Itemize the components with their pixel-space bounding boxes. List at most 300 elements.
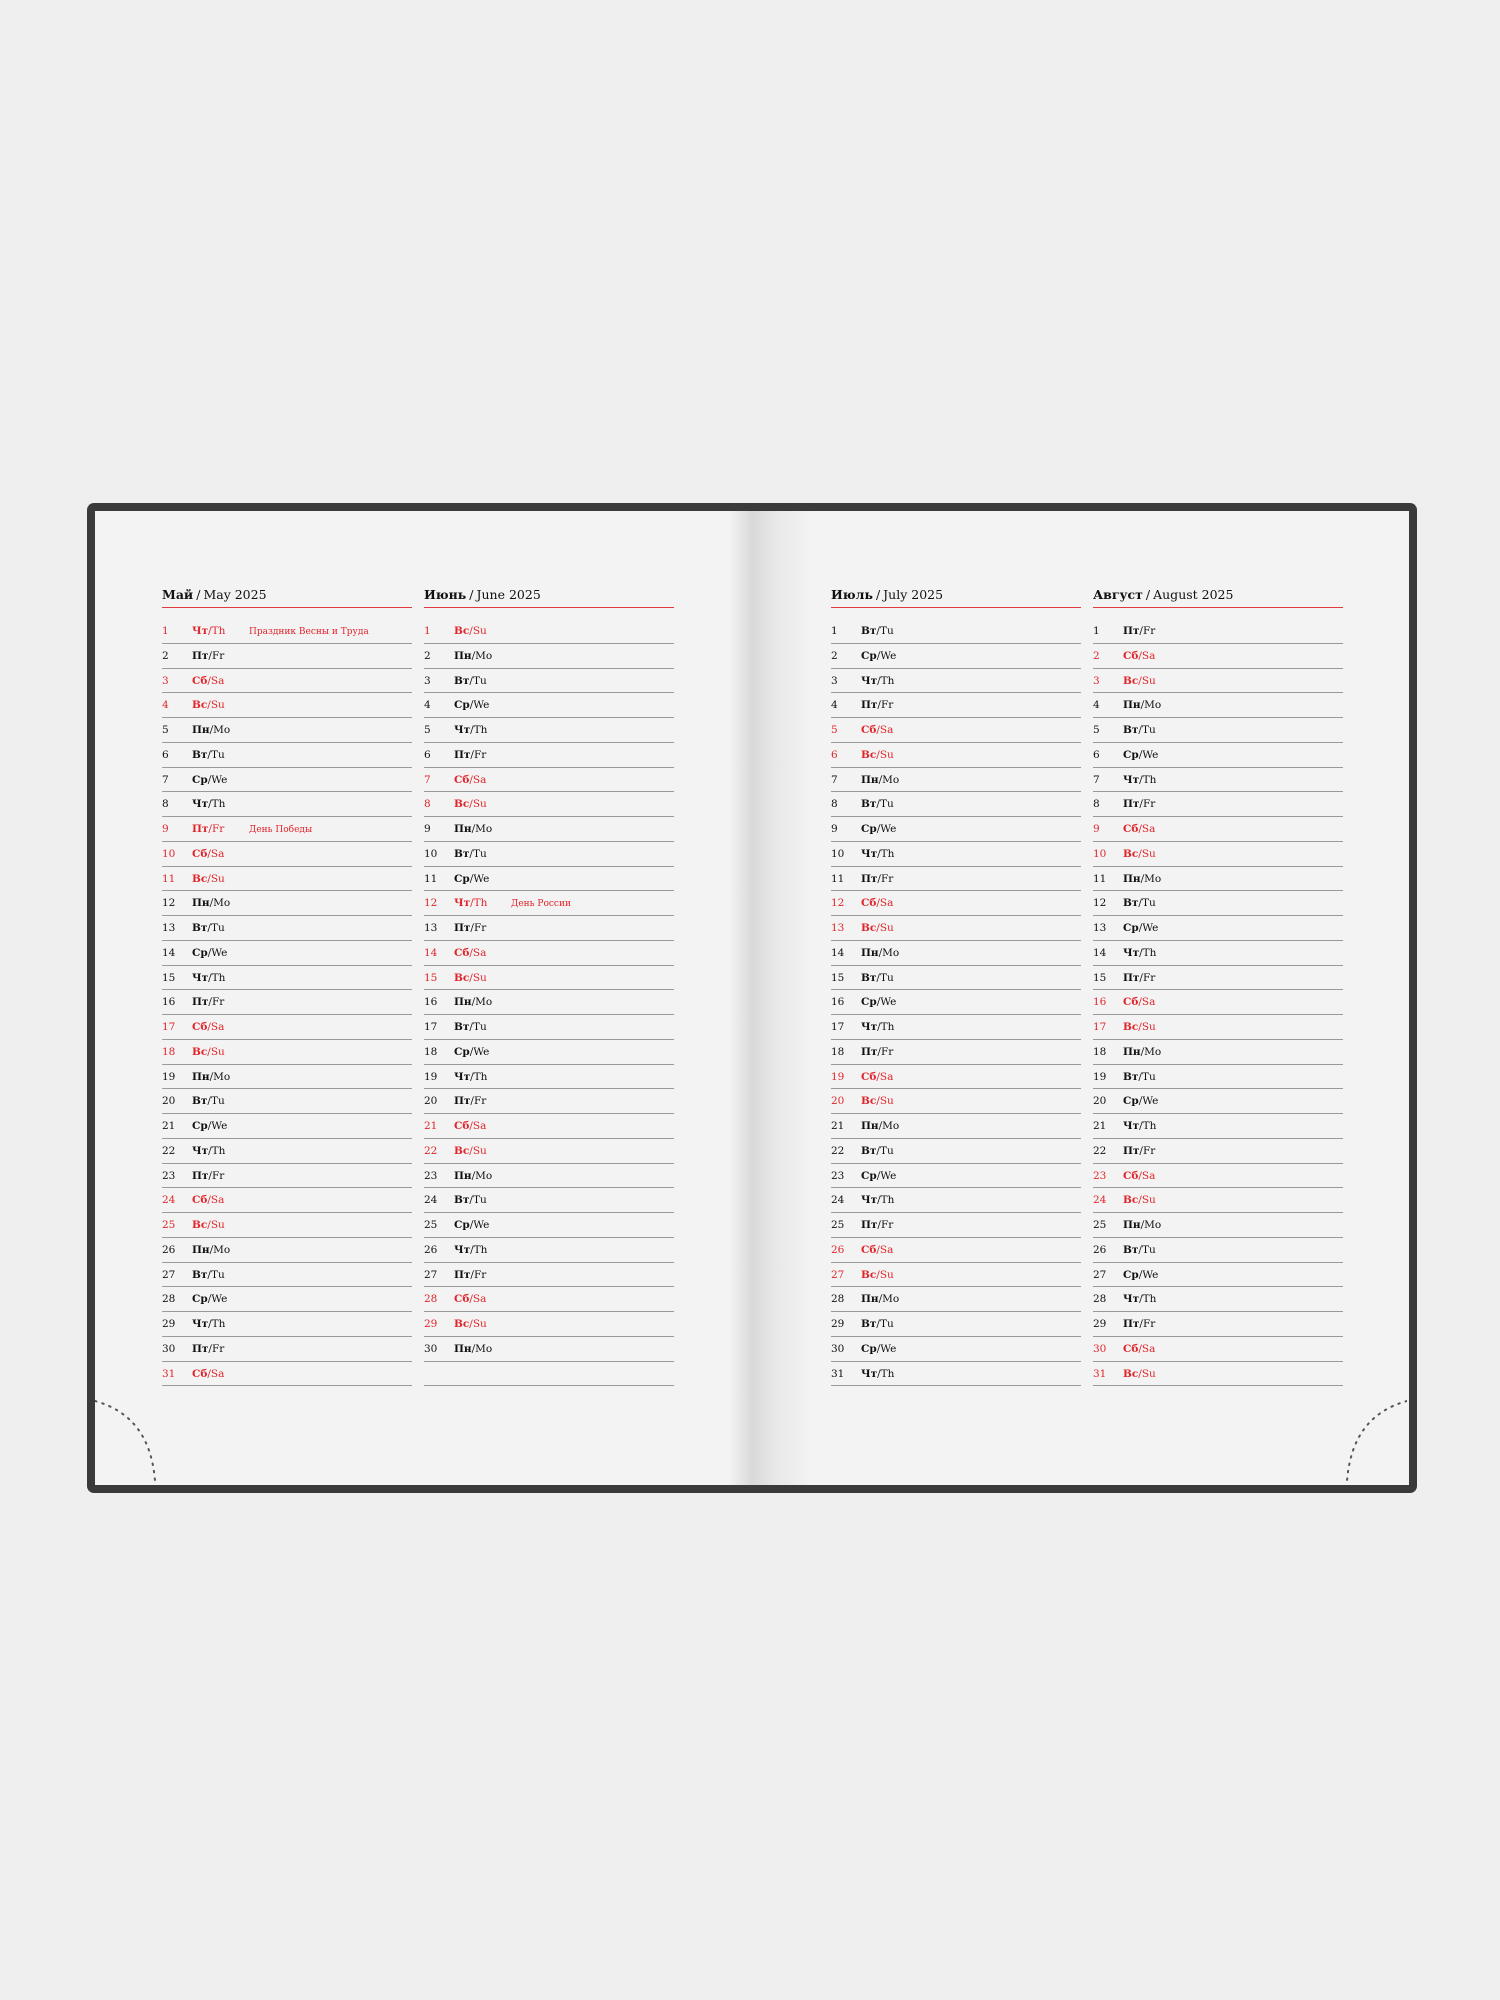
weekday-ru: Пт bbox=[1123, 625, 1140, 637]
weekday-ru: Ср bbox=[454, 872, 470, 885]
day-row bbox=[424, 1238, 674, 1263]
weekday-en: Th bbox=[211, 625, 226, 637]
weekday-ru: Вс bbox=[454, 625, 470, 637]
weekday-en: Mo bbox=[475, 996, 493, 1009]
weekday-en: Su bbox=[472, 625, 487, 637]
weekday-ru: Пн bbox=[1123, 1219, 1141, 1231]
day-row bbox=[424, 1337, 674, 1362]
day-number: 12 bbox=[1093, 897, 1107, 910]
weekday: Вт/Tu bbox=[1123, 897, 1156, 910]
weekday-ru: Вт bbox=[454, 674, 470, 687]
weekday-en: Sa bbox=[210, 674, 225, 687]
weekday-ru: Пн bbox=[454, 649, 472, 662]
weekday: Вс/Su bbox=[192, 699, 225, 712]
day-number: 13 bbox=[162, 922, 176, 934]
day-row bbox=[162, 1040, 412, 1065]
weekday-en: We bbox=[880, 1342, 897, 1355]
weekday: Вт/Tu bbox=[454, 674, 487, 687]
weekday-en: Fr bbox=[880, 699, 894, 712]
day-row bbox=[831, 1139, 1081, 1164]
weekday-en: Sa bbox=[210, 847, 225, 860]
day-number: 15 bbox=[424, 971, 438, 984]
weekday-en: Su bbox=[1141, 674, 1156, 687]
weekday: Пт/Fr bbox=[1123, 625, 1156, 637]
weekday-en: Fr bbox=[1142, 1144, 1156, 1157]
day-number: 17 bbox=[1093, 1021, 1107, 1033]
weekday: Чт/Th bbox=[454, 897, 488, 910]
weekday: Вт/Tu bbox=[192, 1268, 225, 1281]
day-number: 21 bbox=[831, 1120, 845, 1132]
day-row bbox=[831, 619, 1081, 644]
weekday: Сб/Sa bbox=[861, 1070, 894, 1083]
weekday-en: Th bbox=[473, 897, 488, 910]
weekday-en: Su bbox=[472, 1318, 487, 1330]
weekday: Вс/Su bbox=[861, 1268, 894, 1281]
weekday: Вс/Su bbox=[861, 1095, 894, 1108]
day-number: 7 bbox=[424, 773, 431, 786]
day-row bbox=[831, 792, 1081, 817]
month-heading: Июнь / June 2025 bbox=[424, 586, 674, 608]
day-row bbox=[1093, 916, 1343, 941]
weekday-ru: Пт bbox=[192, 1342, 209, 1355]
weekday-en: Th bbox=[211, 1318, 226, 1330]
day-row bbox=[1093, 1263, 1343, 1288]
day-list bbox=[1093, 619, 1343, 1386]
weekday-ru: Пн bbox=[192, 897, 210, 910]
weekday-en: Fr bbox=[1142, 798, 1156, 811]
day-row bbox=[424, 891, 674, 916]
weekday: Пт/Fr bbox=[454, 1268, 487, 1281]
weekday-en: Su bbox=[879, 1268, 894, 1281]
day-row bbox=[162, 1238, 412, 1263]
day-row bbox=[831, 891, 1081, 916]
day-number: 11 bbox=[424, 872, 438, 885]
weekday-en: Su bbox=[879, 748, 894, 761]
day-row bbox=[162, 693, 412, 718]
weekday-en: Mo bbox=[1144, 872, 1162, 885]
weekday-ru: Чт bbox=[861, 674, 878, 687]
day-number: 5 bbox=[424, 724, 431, 736]
weekday-ru: Вт bbox=[1123, 724, 1139, 736]
day-row bbox=[831, 1065, 1081, 1090]
day-number: 5 bbox=[1093, 724, 1100, 736]
weekday-ru: Вт bbox=[1123, 897, 1139, 910]
weekday: Сб/Sa bbox=[1123, 823, 1156, 835]
day-number: 27 bbox=[1093, 1268, 1107, 1281]
weekday-ru: Пн bbox=[454, 1169, 472, 1182]
weekday-en: Mo bbox=[475, 823, 493, 835]
day-number: 13 bbox=[1093, 922, 1107, 934]
weekday: Ср/We bbox=[861, 649, 897, 662]
day-row bbox=[424, 1065, 674, 1090]
weekday: Пн/Mo bbox=[454, 823, 493, 835]
weekday-ru: Вс bbox=[1123, 1194, 1139, 1207]
day-number: 3 bbox=[831, 674, 838, 687]
day-row bbox=[1093, 1015, 1343, 1040]
weekday-en: Sa bbox=[879, 724, 894, 736]
day-row bbox=[162, 966, 412, 991]
day-number: 14 bbox=[831, 946, 845, 959]
weekday: Сб/Sa bbox=[192, 674, 225, 687]
weekday: Вс/Su bbox=[454, 625, 487, 637]
day-row bbox=[1093, 1213, 1343, 1238]
day-number: 3 bbox=[162, 674, 169, 687]
weekday-ru: Чт bbox=[1123, 946, 1140, 959]
weekday-ru: Пн bbox=[454, 823, 472, 835]
weekday: Вт/Tu bbox=[454, 1021, 487, 1033]
day-row bbox=[831, 1188, 1081, 1213]
weekday-ru: Вт bbox=[454, 1021, 470, 1033]
day-row bbox=[1093, 644, 1343, 669]
day-row bbox=[831, 644, 1081, 669]
weekday-en: Tu bbox=[472, 674, 487, 687]
weekday-ru: Чт bbox=[454, 1070, 471, 1083]
weekday-en: Fr bbox=[880, 1045, 894, 1058]
day-number: 14 bbox=[162, 946, 176, 959]
weekday: Вс/Su bbox=[1123, 1194, 1156, 1207]
day-number: 19 bbox=[424, 1070, 438, 1083]
day-row bbox=[424, 792, 674, 817]
weekday-en: Fr bbox=[211, 1169, 225, 1182]
weekday: Чт/Th bbox=[454, 724, 488, 736]
weekday: Сб/Sa bbox=[192, 1021, 225, 1033]
day-row bbox=[162, 718, 412, 743]
weekday: Пт/Fr bbox=[1123, 798, 1156, 811]
day-row bbox=[1093, 1089, 1343, 1114]
weekday-ru: Вс bbox=[454, 1144, 470, 1157]
weekday-en: Mo bbox=[882, 773, 900, 786]
weekday-en: Mo bbox=[1144, 699, 1162, 712]
day-number: 29 bbox=[831, 1318, 845, 1330]
weekday-en: Sa bbox=[472, 1120, 487, 1132]
weekday: Вс/Su bbox=[861, 748, 894, 761]
day-row bbox=[424, 1312, 674, 1337]
day-number: 7 bbox=[162, 773, 169, 786]
day-number: 15 bbox=[162, 971, 176, 984]
day-row bbox=[424, 990, 674, 1015]
weekday-en: Fr bbox=[211, 1342, 225, 1355]
weekday: Ср/We bbox=[861, 1169, 897, 1182]
month-name-ru: Май bbox=[162, 587, 194, 602]
day-list bbox=[831, 619, 1081, 1386]
weekday-ru: Сб bbox=[861, 724, 877, 736]
day-row bbox=[831, 990, 1081, 1015]
day-number: 26 bbox=[831, 1243, 845, 1256]
weekday-ru: Вс bbox=[454, 971, 470, 984]
weekday-ru: Ср bbox=[192, 1293, 208, 1306]
weekday: Пт/Fr bbox=[861, 1045, 894, 1058]
empty-row bbox=[424, 1362, 674, 1387]
day-number: 24 bbox=[1093, 1194, 1107, 1207]
weekday-en: Th bbox=[473, 724, 488, 736]
weekday: Пн/Mo bbox=[454, 1169, 493, 1182]
day-row bbox=[831, 1089, 1081, 1114]
day-number: 29 bbox=[162, 1318, 176, 1330]
day-row bbox=[831, 718, 1081, 743]
weekday-en: Su bbox=[472, 971, 487, 984]
weekday: Пн/Mo bbox=[454, 1342, 493, 1355]
day-number: 2 bbox=[831, 649, 838, 662]
day-row bbox=[1093, 1287, 1343, 1312]
weekday: Вт/Tu bbox=[861, 625, 894, 637]
weekday-ru: Вт bbox=[192, 922, 208, 934]
day-row bbox=[1093, 1362, 1343, 1387]
weekday-ru: Ср bbox=[1123, 922, 1139, 934]
weekday: Вт/Tu bbox=[1123, 1070, 1156, 1083]
day-row bbox=[424, 1263, 674, 1288]
weekday: Вт/Tu bbox=[861, 798, 894, 811]
weekday-ru: Пт bbox=[454, 1268, 471, 1281]
weekday-en: Fr bbox=[1142, 1318, 1156, 1330]
weekday-en: Su bbox=[472, 1144, 487, 1157]
day-row bbox=[162, 1114, 412, 1139]
weekday-ru: Сб bbox=[861, 1070, 877, 1083]
weekday-ru: Вс bbox=[861, 1268, 877, 1281]
day-row bbox=[1093, 669, 1343, 694]
day-number: 20 bbox=[424, 1095, 438, 1108]
weekday-ru: Пт bbox=[861, 699, 878, 712]
weekday-ru: Чт bbox=[861, 1367, 878, 1380]
weekday-ru: Вс bbox=[1123, 847, 1139, 860]
weekday: Пт/Fr bbox=[1123, 971, 1156, 984]
weekday-en: We bbox=[1142, 922, 1159, 934]
weekday-ru: Вт bbox=[454, 847, 470, 860]
weekday-en: Sa bbox=[210, 1367, 225, 1380]
weekday-ru: Пт bbox=[1123, 971, 1140, 984]
weekday-ru: Сб bbox=[1123, 996, 1139, 1009]
day-number: 1 bbox=[162, 625, 169, 637]
day-number: 13 bbox=[424, 922, 438, 934]
weekday: Ср/We bbox=[861, 996, 897, 1009]
day-number: 21 bbox=[1093, 1120, 1107, 1132]
weekday-ru: Пн bbox=[1123, 1045, 1141, 1058]
day-row bbox=[831, 1362, 1081, 1387]
weekday-en: Su bbox=[210, 1219, 225, 1231]
weekday-en: Mo bbox=[213, 1070, 231, 1083]
day-number: 18 bbox=[1093, 1045, 1107, 1058]
day-number: 10 bbox=[1093, 847, 1107, 860]
day-row bbox=[1093, 842, 1343, 867]
weekday: Чт/Th bbox=[861, 847, 895, 860]
weekday: Сб/Sa bbox=[454, 1293, 487, 1306]
weekday: Чт/Th bbox=[1123, 773, 1157, 786]
day-row bbox=[162, 1015, 412, 1040]
weekday: Ср/We bbox=[454, 699, 490, 712]
day-number: 18 bbox=[162, 1045, 176, 1058]
weekday-en: Tu bbox=[210, 1268, 225, 1281]
day-number: 3 bbox=[424, 674, 431, 687]
day-number: 8 bbox=[1093, 798, 1100, 811]
weekday: Вт/Tu bbox=[861, 1318, 894, 1330]
weekday-en: Mo bbox=[882, 1293, 900, 1306]
weekday-ru: Сб bbox=[1123, 1342, 1139, 1355]
weekday: Чт/Th bbox=[1123, 1120, 1157, 1132]
day-number: 4 bbox=[831, 699, 838, 712]
day-row bbox=[1093, 1238, 1343, 1263]
weekday-ru: Пт bbox=[454, 922, 471, 934]
weekday-en: Sa bbox=[472, 946, 487, 959]
weekday-ru: Пт bbox=[1123, 1144, 1140, 1157]
day-number: 29 bbox=[1093, 1318, 1107, 1330]
day-row bbox=[1093, 891, 1343, 916]
weekday-en: Sa bbox=[879, 897, 894, 910]
weekday-en: Tu bbox=[879, 1144, 894, 1157]
day-number: 16 bbox=[1093, 996, 1107, 1009]
day-row bbox=[1093, 743, 1343, 768]
weekday: Чт/Th bbox=[192, 798, 226, 811]
month-name-ru: Июль bbox=[831, 587, 873, 602]
weekday-en: Tu bbox=[1141, 1243, 1156, 1256]
day-number: 22 bbox=[1093, 1144, 1107, 1157]
weekday-ru: Сб bbox=[861, 1243, 877, 1256]
day-number: 29 bbox=[424, 1318, 438, 1330]
day-number: 25 bbox=[831, 1219, 845, 1231]
day-row bbox=[162, 1164, 412, 1189]
day-row bbox=[424, 619, 674, 644]
weekday-en: Tu bbox=[879, 625, 894, 637]
left-page bbox=[95, 511, 751, 1485]
weekday-en: Su bbox=[210, 699, 225, 712]
day-number: 24 bbox=[162, 1194, 176, 1207]
day-number: 16 bbox=[424, 996, 438, 1009]
weekday-ru: Сб bbox=[1123, 823, 1139, 835]
weekday-ru: Чт bbox=[192, 1144, 209, 1157]
day-row bbox=[1093, 1337, 1343, 1362]
weekday-en: We bbox=[473, 872, 490, 885]
weekday-ru: Вс bbox=[192, 1219, 208, 1231]
day-number: 15 bbox=[831, 971, 845, 984]
day-row bbox=[831, 1040, 1081, 1065]
weekday: Пт/Fr bbox=[454, 922, 487, 934]
day-number: 26 bbox=[424, 1243, 438, 1256]
weekday: Пт/Fr bbox=[861, 1219, 894, 1231]
weekday: Вт/Tu bbox=[1123, 1243, 1156, 1256]
weekday-ru: Пн bbox=[192, 1243, 210, 1256]
day-row bbox=[424, 1287, 674, 1312]
weekday-ru: Пт bbox=[192, 823, 209, 835]
day-row bbox=[1093, 990, 1343, 1015]
day-number: 27 bbox=[424, 1268, 438, 1281]
weekday-ru: Пн bbox=[192, 1070, 210, 1083]
weekday-en: Su bbox=[879, 922, 894, 934]
day-number: 20 bbox=[831, 1095, 845, 1108]
weekday-en: Su bbox=[210, 872, 225, 885]
weekday-en: Su bbox=[879, 1095, 894, 1108]
weekday: Пт/Fr bbox=[454, 1095, 487, 1108]
weekday-ru: Сб bbox=[192, 1367, 208, 1380]
month-name-en: July 2025 bbox=[883, 587, 944, 602]
day-row bbox=[831, 867, 1081, 892]
month-may bbox=[162, 586, 412, 1386]
day-number: 7 bbox=[1093, 773, 1100, 786]
day-number: 20 bbox=[1093, 1095, 1107, 1108]
weekday: Сб/Sa bbox=[1123, 1169, 1156, 1182]
weekday: Сб/Sa bbox=[454, 773, 487, 786]
weekday-ru: Чт bbox=[454, 897, 471, 910]
weekday-en: Tu bbox=[210, 748, 225, 761]
day-row bbox=[831, 1337, 1081, 1362]
weekday: Пт/Fr bbox=[861, 872, 894, 885]
day-number: 6 bbox=[424, 748, 431, 761]
day-number: 31 bbox=[831, 1367, 845, 1380]
day-number: 1 bbox=[1093, 625, 1100, 637]
day-row bbox=[831, 669, 1081, 694]
weekday-en: Sa bbox=[1141, 823, 1156, 835]
weekday-en: Th bbox=[211, 1144, 226, 1157]
day-number: 3 bbox=[1093, 674, 1100, 687]
day-row bbox=[162, 1312, 412, 1337]
weekday-ru: Вт bbox=[192, 1268, 208, 1281]
day-row bbox=[424, 817, 674, 842]
day-number: 12 bbox=[162, 897, 176, 910]
weekday-en: Th bbox=[211, 971, 226, 984]
day-row bbox=[1093, 817, 1343, 842]
day-number: 2 bbox=[162, 649, 169, 662]
day-number: 30 bbox=[162, 1342, 176, 1355]
weekday: Ср/We bbox=[1123, 922, 1159, 934]
weekday-ru: Пн bbox=[861, 946, 879, 959]
day-row bbox=[831, 1312, 1081, 1337]
day-number: 2 bbox=[1093, 649, 1100, 662]
weekday-ru: Чт bbox=[1123, 773, 1140, 786]
weekday: Сб/Sa bbox=[861, 897, 894, 910]
weekday-en: Sa bbox=[472, 773, 487, 786]
weekday-ru: Сб bbox=[454, 1293, 470, 1306]
weekday-en: Tu bbox=[472, 1194, 487, 1207]
day-row bbox=[424, 1040, 674, 1065]
weekday-ru: Сб bbox=[1123, 649, 1139, 662]
weekday-ru: Вт bbox=[861, 798, 877, 811]
holiday-label: День Победы bbox=[249, 825, 313, 835]
day-number: 11 bbox=[1093, 872, 1107, 885]
day-number: 15 bbox=[1093, 971, 1107, 984]
day-number: 22 bbox=[831, 1144, 845, 1157]
weekday-ru: Чт bbox=[192, 1318, 209, 1330]
day-number: 10 bbox=[162, 847, 176, 860]
weekday-ru: Чт bbox=[454, 1243, 471, 1256]
weekday-en: Su bbox=[210, 1045, 225, 1058]
day-list bbox=[424, 619, 674, 1386]
day-number: 22 bbox=[424, 1144, 438, 1157]
weekday: Сб/Sa bbox=[192, 1367, 225, 1380]
weekday-en: Fr bbox=[473, 1268, 487, 1281]
weekday-ru: Ср bbox=[454, 699, 470, 712]
weekday: Сб/Sa bbox=[454, 1120, 487, 1132]
day-number: 25 bbox=[424, 1219, 438, 1231]
weekday: Вс/Su bbox=[192, 1045, 225, 1058]
weekday: Ср/We bbox=[454, 1045, 490, 1058]
weekday: Пн/Mo bbox=[454, 649, 493, 662]
weekday-en: Tu bbox=[1141, 897, 1156, 910]
day-row bbox=[831, 1213, 1081, 1238]
weekday-ru: Ср bbox=[192, 946, 208, 959]
day-row bbox=[424, 1213, 674, 1238]
day-number: 24 bbox=[424, 1194, 438, 1207]
weekday-en: Mo bbox=[1144, 1219, 1162, 1231]
day-number: 16 bbox=[162, 996, 176, 1009]
weekday-en: Sa bbox=[1141, 1342, 1156, 1355]
weekday-en: Tu bbox=[1141, 724, 1156, 736]
weekday: Чт/Th bbox=[1123, 1293, 1157, 1306]
weekday-en: Th bbox=[1142, 773, 1157, 786]
day-row bbox=[831, 693, 1081, 718]
weekday-en: Th bbox=[880, 1367, 895, 1380]
weekday-en: Fr bbox=[211, 649, 225, 662]
weekday: Вт/Tu bbox=[454, 1194, 487, 1207]
weekday-en: Mo bbox=[475, 1169, 493, 1182]
weekday: Чт/Th bbox=[1123, 946, 1157, 959]
weekday-ru: Чт bbox=[192, 625, 209, 637]
